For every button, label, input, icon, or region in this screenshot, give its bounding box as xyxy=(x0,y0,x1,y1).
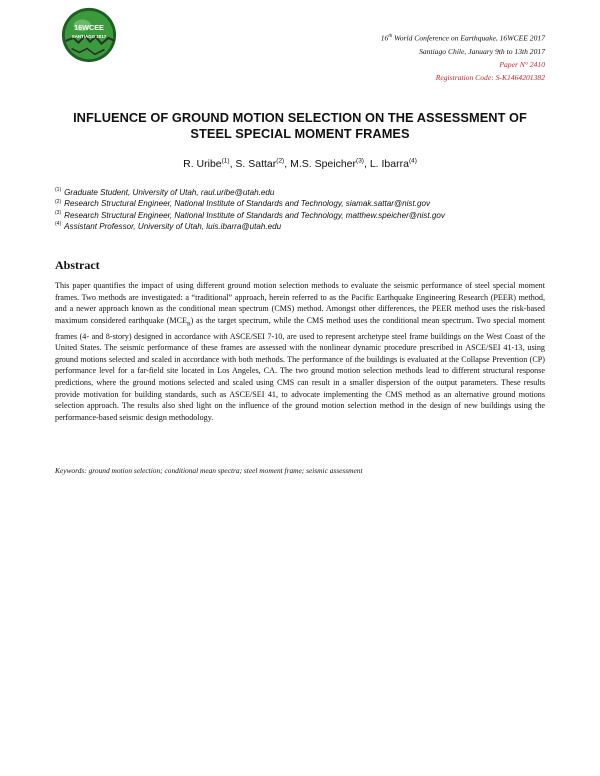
affiliation: $^{(4)}$ Assistant Professor, University of Utah, luis.ibarra@utah.edu xyxy=(55,221,282,231)
abstract-heading: Abstract xyxy=(55,258,100,272)
paper-title: INFLUENCE OF GROUND MOTION SELECTION ON THE ASSESSMENT OF STEEL SPECIAL MOMENT FRAMES xyxy=(73,110,527,141)
affiliation: $^{(2)}$ Research Structural Engineer, National Institute of Standards and Technology, siamak.sattar@nist.gov xyxy=(55,198,431,209)
conference-name: 16th World Conference on Earthquake, 16WCEE 2017 xyxy=(380,33,545,43)
conference-location-date: Santiago Chile, January 9th to 13th 2017 xyxy=(419,46,545,56)
abstract-body: This paper quantifies the impact of using different ground motion selection methods to evaluate the seismic performance of steel special moment frames. Two methods are investigated: a “traditional” approach, herein referred to as the Pacific Earthquake Engineering Research (PEER) method, and a newer approach known as the conditional mean spectrum (CMS) method. Amongst other differences, the PEER method uses the risk-based maximum considered earthquake $(MCE_R)$ as the target spectrum, while the CMS method uses the conditional mean spectrum. Two special moment frames (4- and 8-story) designed in accordance with ASCE/SEI 7-10, are used to represent archetype steel frame buildings on the West Coast of the United States. The seismic performance of these frames are assessed with the nonlinear dynamic procedure prescribed in ASCE/SEI 41-13, using ground motions selected and scaled in accordance with both methods. The performance of the buildings is evaluated at the Collapse Prevention (CP) performance level for a far-field site located in Los Angeles, CA. The two ground motion selection methods lead to different structural response predictions, where the ground motions selected and scaled using CMS can result in a smaller dispersion of the output parameters. These results provide motivation for building standards, such as ASCE/SEI 41, to advocate implementing the CMS method as an alternative ground motions selection approach. The results also shed light on the influence of the ground motion selection method in the design of new buildings using the performance-based seismic design methodology. xyxy=(55,281,546,422)
paper-number: Paper N° 2410 xyxy=(499,59,545,69)
conference-header xyxy=(381,30,545,84)
affiliation-list xyxy=(55,187,555,232)
author-list xyxy=(40,158,560,170)
author: L. Ibarra$^{(4)}$ xyxy=(369,157,417,170)
logo-text-bottom: SANTIAGO 2017 xyxy=(71,33,107,39)
author: S. Sattar$^{(2)}$, xyxy=(235,157,291,170)
affiliation: $^{(3)}$ Research Structural Engineer, National Institute of Standards and Technology, matthew.speicher@nist.gov xyxy=(55,209,445,220)
author: M.S. Speicher$^{(3)}$, xyxy=(290,157,370,170)
affiliation: $^{(1)}$ Graduate Student, University of Utah, raul.uribe@utah.edu xyxy=(55,187,275,197)
logo-text-top: 16WCEE xyxy=(74,23,104,33)
conference-logo xyxy=(60,6,118,64)
author: R. Uribe$^{(1)}$, xyxy=(183,157,236,170)
keywords: Keywords: ground motion selection; conditional mean spectra; steel moment frame; seismic assessment xyxy=(55,466,363,475)
registration-code: Registration Code: S-K1464201382 xyxy=(435,72,545,82)
